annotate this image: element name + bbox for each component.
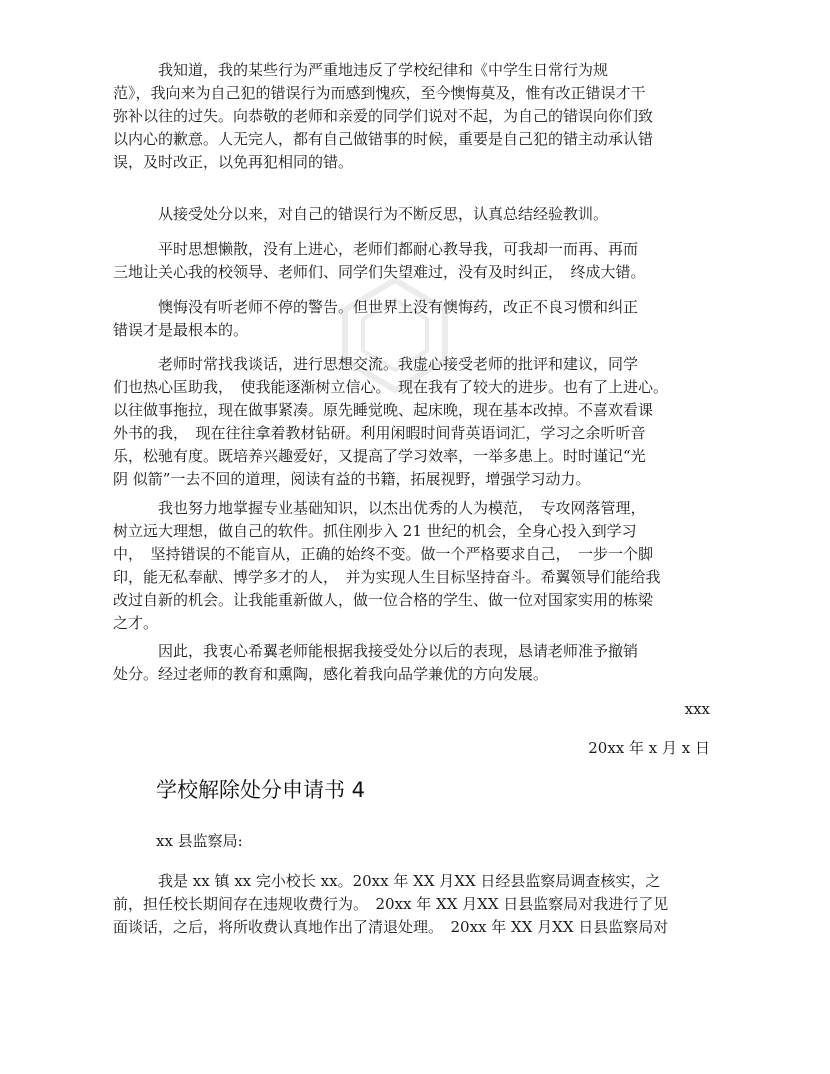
body-paragraph-2 [113, 203, 713, 226]
section-heading: 学校解除处分申请书 4 [156, 778, 366, 802]
text-line: 从接受处分以来，对自己的错误行为不断反思，认真总结经验教训。 [113, 205, 609, 223]
text-line: 范》，我向来为自己犯的错误行为而感到愧疚，至今懊悔莫及，惟有改正错误才干 [113, 84, 646, 102]
text-line: 改过自新的机会。让我能重新做人，做一位合格的学生、做一位对国家实用的栋梁 [113, 591, 654, 609]
text-line: 印，能无私奉献、博学多才的人， 并为实现人生目标坚持奋斗。希翼领导们能给我 [113, 568, 661, 586]
body-paragraph-4 [113, 296, 713, 342]
text-line: 因此，我衷心希翼老师能根据我接受处分以后的表现，恳请老师准予撤销 [113, 642, 639, 660]
body-paragraph-6 [113, 497, 713, 635]
text-line: 懊悔没有听老师不停的警告。但世界上没有懊悔药，改正不良习惯和纠正 [113, 298, 639, 316]
signature: xxx [684, 700, 710, 718]
text-line: 乐，松驰有度。既培养兴趣爱好，又提高了学习效率，一举多患上。时时谨记“光 [113, 447, 646, 465]
salutation: xx 县监察局: [156, 832, 243, 850]
text-line: 树立远大理想，做自己的软件。抓住刚步入 21 世纪的机会，全身心投入到学习 [113, 522, 637, 540]
body-paragraph-7 [113, 640, 713, 686]
text-line: 错误才是最根本的。 [113, 321, 249, 339]
text-line: 我知道，我的某些行为严重地违反了学校纪律和《中学生日常行为规 [113, 61, 609, 79]
text-line: 面谈话，之后，将所收费认真地作出了清退处理。 20xx 年 XX 月XX 日县监察局对 [113, 918, 669, 936]
date: 20xx 年 x 月 x 日 [588, 739, 710, 757]
text-line: 阴 似箭”一去不回的道理，阅读有益的书籍，拓展视野，增强学习动力。 [113, 470, 591, 488]
text-line: 我是 xx 镇 xx 完小校长 xx。20xx 年 XX 月XX 日经县监察局调查核实，之 [113, 872, 661, 890]
body-paragraph-5 [113, 353, 713, 491]
text-line: 误，及时改正，以免再犯相同的错。 [113, 153, 354, 171]
text-line: 三地让关心我的校领导、老师们、同学们失望难过，没有及时纠正， 终成大错。 [113, 263, 646, 281]
text-line: 中， 坚持错误的不能盲从，正确的始终不变。做一个严格要求自己， 一步一个脚 [113, 545, 654, 563]
text-line: 外书的我， 现在往往拿着教材钻研。利用闲暇时间背英语词汇，学习之余听听音 [113, 424, 646, 442]
body-paragraph-3 [113, 238, 713, 284]
text-line: 以内心的歉意。人无完人，都有自己做错事的时候，重要是自己犯的错主动承认错 [113, 130, 654, 148]
body-paragraph-1 [113, 59, 713, 174]
text-line: 前，担任校长期间存在违规收费行为。 20xx 年 XX 月XX 日县监察局对我进行了见 [113, 895, 669, 913]
text-line: 之才。 [113, 614, 159, 632]
text-line: 老师时常找我谈话，进行思想交流。我虚心接受老师的批评和建议，同学 [113, 355, 639, 373]
text-line: 平时思想懒散，没有上进心，老师们都耐心教导我，可我却一而再、再而 [113, 240, 639, 258]
text-line: 们也热心匡助我， 使我能逐渐树立信心。 现在我有了较大的进步。也有了上进心。 [113, 378, 669, 396]
text-line: 处分。经过老师的教育和熏陶，感化着我向品学兼优的方向发展。 [113, 665, 549, 683]
text-line: 以往做事拖拉，现在做事紧凑。原先睡觉晚、起床晚，现在基本改掉。不喜欢看课 [113, 401, 654, 419]
text-line: 弥补以往的过失。向恭敬的老师和亲爱的同学们说对不起，为自己的错误向你们致 [113, 107, 654, 125]
text-line: 我也努力地掌握专业基础知识，以杰出优秀的人为模范， 专攻网落管理， [113, 499, 646, 517]
section-paragraph [113, 870, 713, 939]
